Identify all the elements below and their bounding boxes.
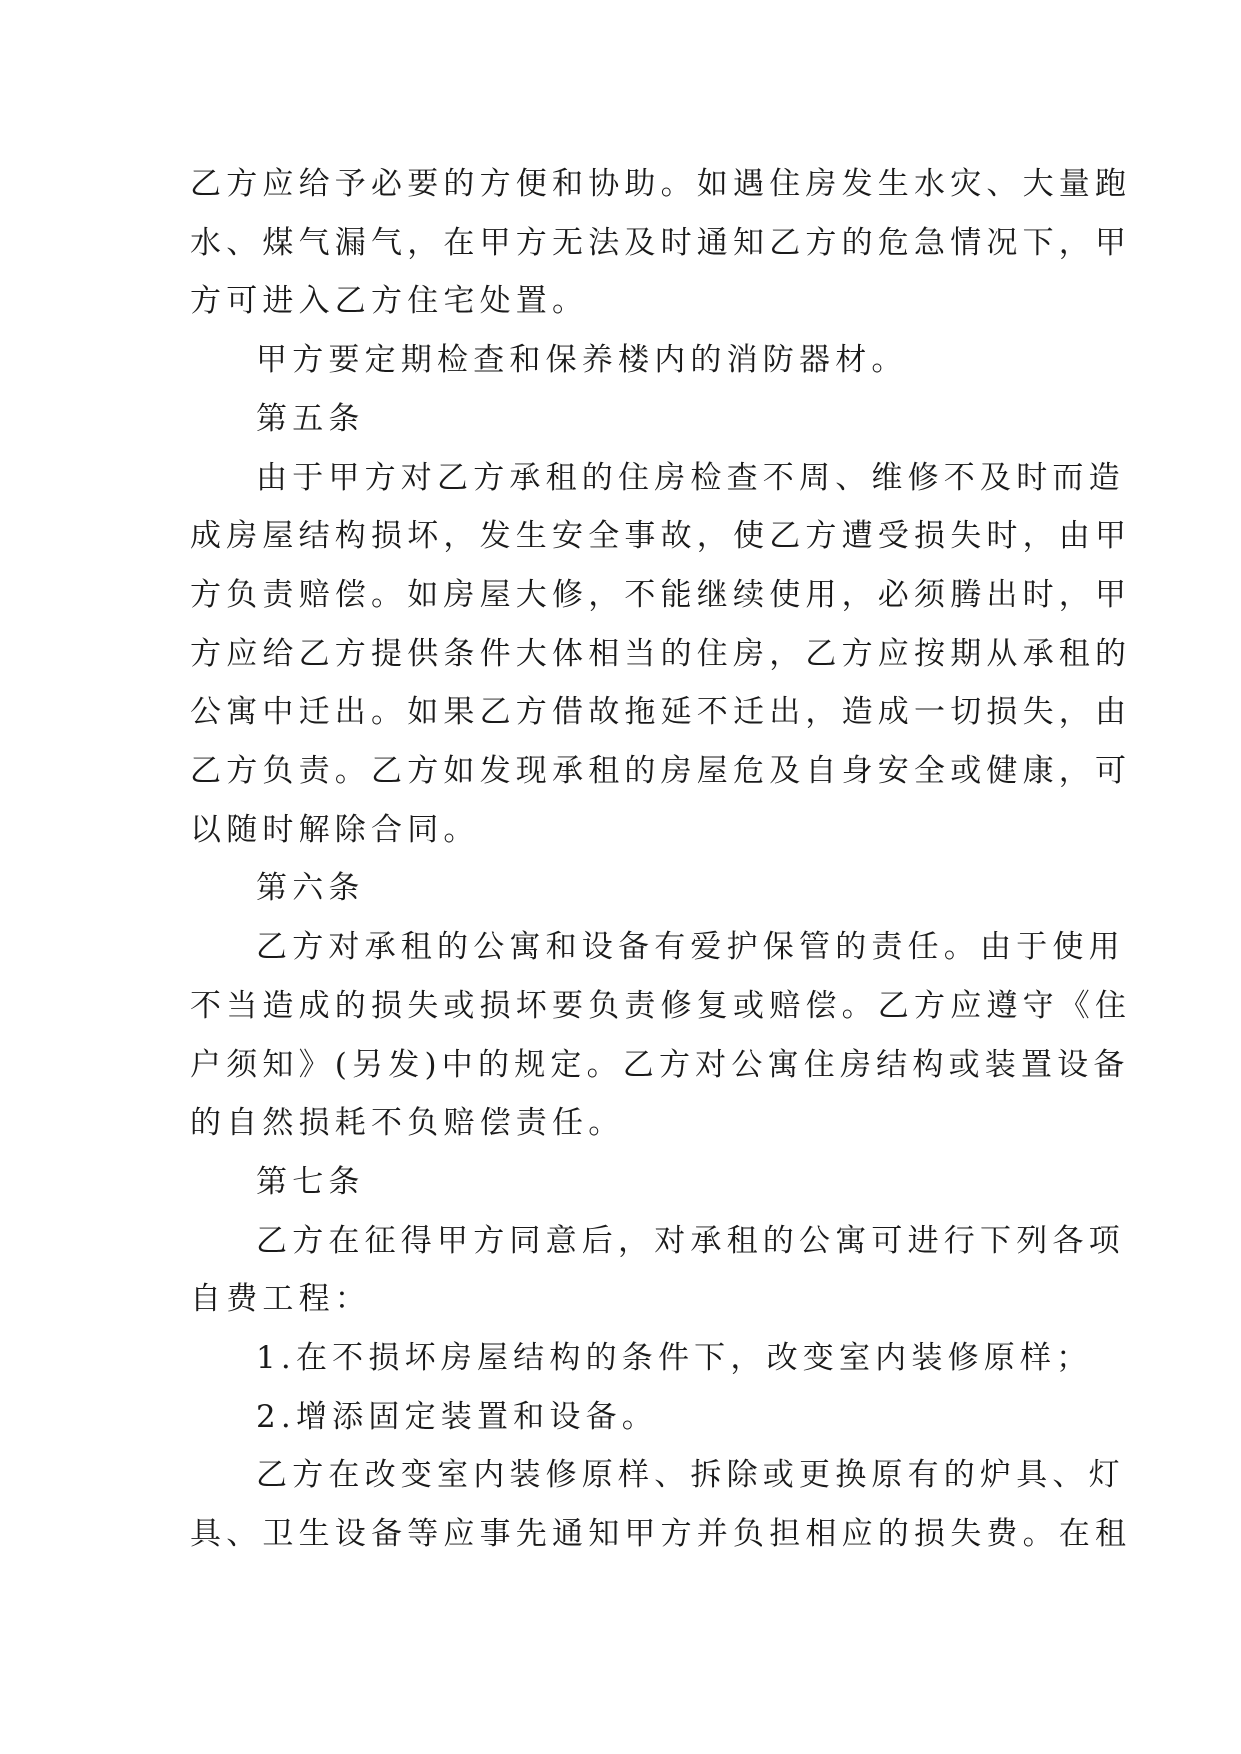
text-line: 甲方要定期检查和保养楼内的消防器材。 <box>256 342 908 379</box>
text-line: 公寓中迁出。如果乙方借故拖延不迁出，造成一切损失，由 <box>190 694 1132 731</box>
text-line: 第五条 <box>256 400 365 437</box>
text-line: 户须知》(另发)中的规定。乙方对公寓住房结构或装置设备 <box>190 1046 1130 1083</box>
text-line: 不当造成的损失或损坏要负责修复或赔偿。乙方应遵守《住 <box>190 987 1132 1024</box>
text-line: 以随时解除合同。 <box>190 811 480 848</box>
paragraph <box>190 1329 1093 1388</box>
text-line: 第六条 <box>256 870 365 907</box>
article-heading <box>190 1153 1052 1212</box>
article-heading <box>190 390 1052 449</box>
text-line: 方可进入乙方住宅处置。 <box>190 283 589 320</box>
paragraph <box>190 918 1132 1153</box>
text-line: 乙方负责。乙方如发现承租的房屋危及自身安全或健康，可 <box>190 753 1132 790</box>
text-line: 方负责赔偿。如房屋大修，不能继续使用，必须腾出时，甲 <box>190 576 1132 613</box>
text-line: 乙方应给予必要的方便和协助。如遇住房发生水灾、大量跑 <box>190 166 1132 202</box>
paragraph <box>190 331 1052 390</box>
text-line: 的自然损耗不负赔偿责任。 <box>190 1105 625 1142</box>
text-line: 成房屋结构损坏，发生安全事故，使乙方遭受损失时，由甲 <box>190 518 1132 555</box>
text-line: 具、卫生设备等应事先通知甲方并负担相应的损失费。在租 <box>190 1516 1132 1553</box>
text-line: 水、煤气漏气，在甲方无法及时通知乙方的危急情况下，甲 <box>190 224 1132 261</box>
text-line: 由于甲方对乙方承租的住房检查不周、维修不及时而造 <box>256 459 1125 496</box>
paragraph <box>190 449 1132 860</box>
text-line: 1.在不损坏房屋结构的条件下，改变室内装修原样； <box>256 1340 1093 1377</box>
text-line: 第七条 <box>256 1163 365 1200</box>
paragraph <box>190 1446 1132 1563</box>
document-body <box>190 155 1132 1564</box>
paragraph <box>190 155 1132 331</box>
article-heading <box>190 859 1052 918</box>
text-line: 2.增添固定装置和设备。 <box>256 1398 658 1435</box>
text-line: 乙方在征得甲方同意后，对承租的公寓可进行下列各项 <box>256 1222 1125 1259</box>
text-line: 乙方在改变室内装修原样、拆除或更换原有的炉具、灯 <box>256 1457 1125 1494</box>
paragraph <box>190 1212 1125 1329</box>
text-line: 乙方对承租的公寓和设备有爱护保管的责任。由于使用 <box>256 929 1125 966</box>
text-line: 自费工程： <box>190 1281 371 1318</box>
paragraph <box>190 1388 1052 1447</box>
text-line: 方应给乙方提供条件大体相当的住房，乙方应按期从承租的 <box>190 635 1132 672</box>
